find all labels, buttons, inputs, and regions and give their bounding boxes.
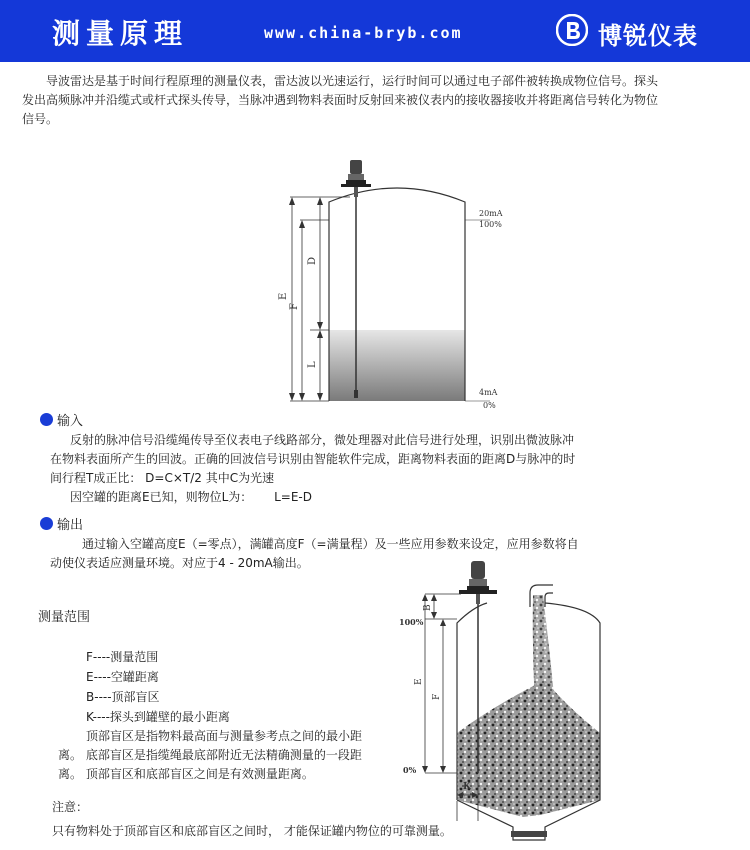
- signal-top-ma: 20mA: [479, 209, 503, 218]
- input-heading: [40, 410, 83, 429]
- label-100-percent: 100%: [399, 617, 424, 627]
- input-title: 输入: [57, 414, 84, 429]
- blind-zone-paragraph: 顶部盲区是指物料最高面与测量参考点之间的最小距离。 底部盲区是指缆绳最底部附近无法精确测量的一段距离。 顶部盲区和底部盲区之间是有效测量距离。: [58, 729, 363, 781]
- silo-range-diagram: [395, 555, 620, 845]
- signal-bottom-ma: 4mA: [479, 388, 498, 397]
- input-line-4: [70, 488, 312, 507]
- legend-item-e: E----空罐距离: [86, 670, 159, 684]
- label-f: F: [289, 303, 300, 310]
- bullet-dot-icon: [40, 413, 53, 426]
- label-d: D: [307, 256, 318, 265]
- brand-name: 博锐仪表: [598, 22, 698, 50]
- range-title: 测量范围: [38, 610, 91, 625]
- brand-logo-icon: [556, 14, 588, 46]
- level-formula: L=E-D: [274, 490, 313, 504]
- note-text: 只有物料处于顶部盲区和底部盲区之间时， 才能保证罐内物位的可靠测量。: [52, 824, 452, 838]
- signal-bottom-pct: 0%: [483, 401, 496, 410]
- note-title: 注意：: [52, 800, 89, 814]
- input-line-3: 间行程T成正比： D=C×T/2 其中C为光速: [50, 471, 275, 485]
- page-title: 测量原理: [52, 17, 189, 50]
- label-l: L: [307, 361, 318, 368]
- output-heading: [40, 514, 83, 533]
- input-line-1: 反射的脉冲信号沿缆绳传导至仪表电子线路部分，微处理器对此信号进行处理，识别出微波脉冲: [70, 433, 575, 447]
- bullet-dot-icon: [40, 517, 53, 530]
- falling-material: [533, 595, 555, 705]
- input-line-2: 在物料表面所产生的回波。正确的回波信号识别由智能软件完成，距离物料表面的距离D与脉冲的时: [50, 452, 576, 466]
- label-0-percent: 0%: [403, 765, 417, 775]
- tank-principle-diagram: [250, 150, 530, 412]
- header-bar: [0, 0, 750, 62]
- output-title: 输出: [57, 518, 84, 533]
- tank-liquid: [329, 330, 465, 401]
- radar-instrument-icon: [341, 160, 371, 197]
- signal-top-pct: 100%: [479, 220, 502, 229]
- input-line-4-text: 因空罐的距离E已知，则物位L为：: [70, 490, 253, 504]
- legend-item-k: K----探头到罐壁的最小距离: [86, 710, 230, 724]
- output-line-2: 动使仪表适应测量环境。对应于4 - 20mA输出。: [50, 556, 309, 570]
- legend-item-b: B----顶部盲区: [86, 690, 160, 704]
- output-line-1: 通过输入空罐高度E（=零点），满罐高度F（=满量程）及一些应用参数来设定，应用参数将自: [82, 537, 579, 551]
- label-b: B: [423, 604, 433, 611]
- intro-paragraph: 导波雷达是基于时间行程原理的测量仪表，雷达波以光速运行，运行时间可以通过电子部件被转换成物位信号。探头发出高频脉冲并沿缆式或杆式探头传导，当脉冲遇到物料表面时反射回来被仪表内的接收器接收并将距离信号转化为物位信号。: [22, 74, 659, 126]
- label-f: F: [432, 693, 442, 700]
- label-e: E: [414, 678, 424, 685]
- legend-item-f: F----测量范围: [86, 650, 159, 664]
- radar-instrument-icon: [459, 561, 497, 604]
- label-k: K: [463, 782, 471, 792]
- website-url[interactable]: www.china-bryb.com: [264, 24, 463, 42]
- label-e: E: [278, 292, 289, 300]
